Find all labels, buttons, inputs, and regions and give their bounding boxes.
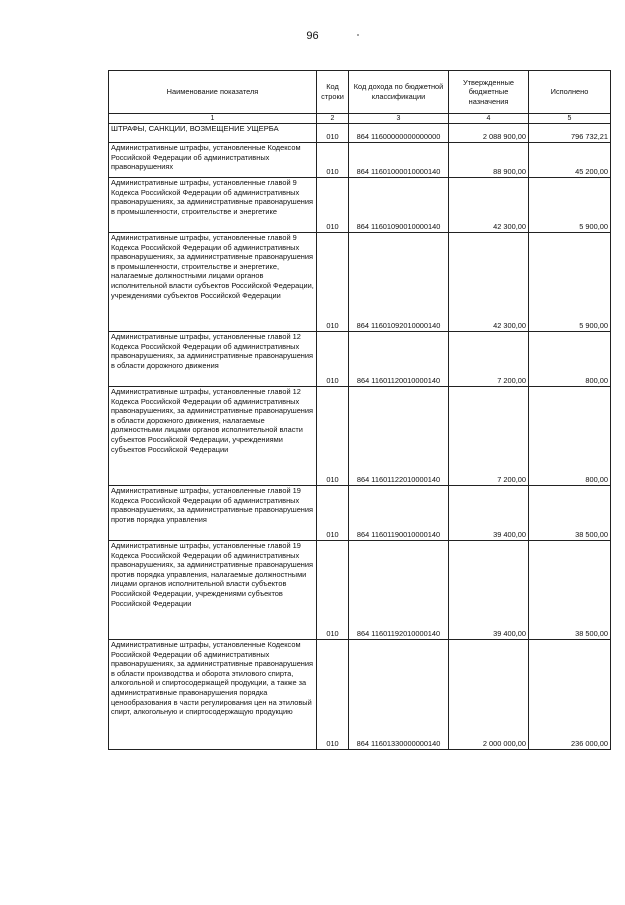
header-row [109, 71, 611, 114]
row-executed: 5 900,00 [529, 178, 611, 233]
row-approved: 39 400,00 [449, 541, 529, 640]
row-executed: 45 200,00 [529, 143, 611, 178]
row-line-code: 010 [317, 387, 349, 486]
row-line-code: 010 [317, 233, 349, 332]
table-row [109, 178, 611, 233]
row-executed: 236 000,00 [529, 640, 611, 750]
table-row [109, 143, 611, 178]
row-name: Административные штрафы, установленные главой 12 Кодекса Российской Федерации об административных правонарушениях, за административные правонарушения в области дорожного движения, налагаемые должностными лицами органов исполнительной власти субъектов Российской Федерации, учреждениями субъектов Российской Федерации [109, 387, 317, 486]
row-line-code: 010 [317, 640, 349, 750]
table-row [109, 541, 611, 640]
row-executed: 38 500,00 [529, 541, 611, 640]
income-report-table [108, 70, 611, 750]
header-line-code: Код строки [317, 71, 349, 114]
header-income-code: Код дохода по бюджетной классификации [349, 71, 449, 114]
row-income-code: 864 11601000010000140 [349, 143, 449, 178]
row-income-code: 864 11601120010000140 [349, 332, 449, 387]
row-name: Административные штрафы, установленные главой 9 Кодекса Российской Федерации об административных правонарушениях, за административные правонарушения в промышленности, строительстве и энергетике [109, 178, 317, 233]
column-number: 3 [349, 114, 449, 124]
table-row [109, 486, 611, 541]
table-row [109, 387, 611, 486]
row-income-code: 864 11601190010000140 [349, 486, 449, 541]
row-executed: 5 900,00 [529, 233, 611, 332]
table-row [109, 640, 611, 750]
row-income-code: 864 11601122010000140 [349, 387, 449, 486]
row-name: Административные штрафы, установленные главой 19 Кодекса Российской Федерации об административных правонарушениях, за административные правонарушения против порядка управления [109, 486, 317, 541]
row-line-code: 010 [317, 541, 349, 640]
column-number: 1 [109, 114, 317, 124]
row-approved: 7 200,00 [449, 387, 529, 486]
table-row [109, 332, 611, 387]
row-approved: 2 000 000,00 [449, 640, 529, 750]
row-approved: 42 300,00 [449, 178, 529, 233]
row-income-code: 864 11601092010000140 [349, 233, 449, 332]
header-name: Наименование показателя [109, 71, 317, 114]
row-name: ШТРАФЫ, САНКЦИИ, ВОЗМЕЩЕНИЕ УЩЕРБА [109, 124, 317, 143]
row-executed: 796 732,21 [529, 124, 611, 143]
row-income-code: 864 11601192010000140 [349, 541, 449, 640]
row-approved: 88 900,00 [449, 143, 529, 178]
row-approved: 39 400,00 [449, 486, 529, 541]
row-name: Административные штрафы, установленные главой 9 Кодекса Российской Федерации об административных правонарушениях, за административные правонарушения в промышленности, строительстве и энергетике, налагаемые должностными лицами органов исполнительной власти субъектов Российской Федерации, учреждениями субъектов Российской Федерации [109, 233, 317, 332]
column-number: 4 [449, 114, 529, 124]
row-executed: 800,00 [529, 332, 611, 387]
row-line-code: 010 [317, 143, 349, 178]
row-approved: 42 300,00 [449, 233, 529, 332]
row-name: Административные штрафы, установленные главой 12 Кодекса Российской Федерации об административных правонарушениях, за административные правонарушения в области дорожного движения [109, 332, 317, 387]
row-name: Административные штрафы, установленные Кодексом Российской Федерации об административных правонарушениях, за административные правонарушения в области производства и оборота этилового спирта, алкогольной и спиртосодержащей продукции, а также за административные правонарушения порядка ценообразования в части регулирования цен на этиловый спирт, алкогольную и спиртосодержащую продукцию [109, 640, 317, 750]
header-executed: Исполнено [529, 71, 611, 114]
row-line-code: 010 [317, 332, 349, 387]
column-number-row [109, 114, 611, 124]
scan-speck [357, 34, 359, 36]
row-name: Административные штрафы, установленные Кодексом Российской Федерации об административных правонарушениях [109, 143, 317, 178]
header-approved: Утвержденные бюджетные назначения [449, 71, 529, 114]
row-income-code: 864 11600000000000000 [349, 124, 449, 143]
row-line-code: 010 [317, 178, 349, 233]
row-approved: 7 200,00 [449, 332, 529, 387]
column-number: 2 [317, 114, 349, 124]
row-executed: 800,00 [529, 387, 611, 486]
column-number: 5 [529, 114, 611, 124]
row-line-code: 010 [317, 486, 349, 541]
row-line-code: 010 [317, 124, 349, 143]
table-row [109, 233, 611, 332]
row-income-code: 864 11601090010000140 [349, 178, 449, 233]
page-number: 96 [306, 30, 319, 42]
row-executed: 38 500,00 [529, 486, 611, 541]
row-approved: 2 088 900,00 [449, 124, 529, 143]
row-name: Административные штрафы, установленные главой 19 Кодекса Российской Федерации об административных правонарушениях, за административные правонарушения против порядка управления, налагаемые должностными лицами органов исполнительной власти субъектов Российской Федерации, учреждениями субъектов Российской Федерации [109, 541, 317, 640]
row-income-code: 864 11601330000000140 [349, 640, 449, 750]
table-row [109, 124, 611, 143]
